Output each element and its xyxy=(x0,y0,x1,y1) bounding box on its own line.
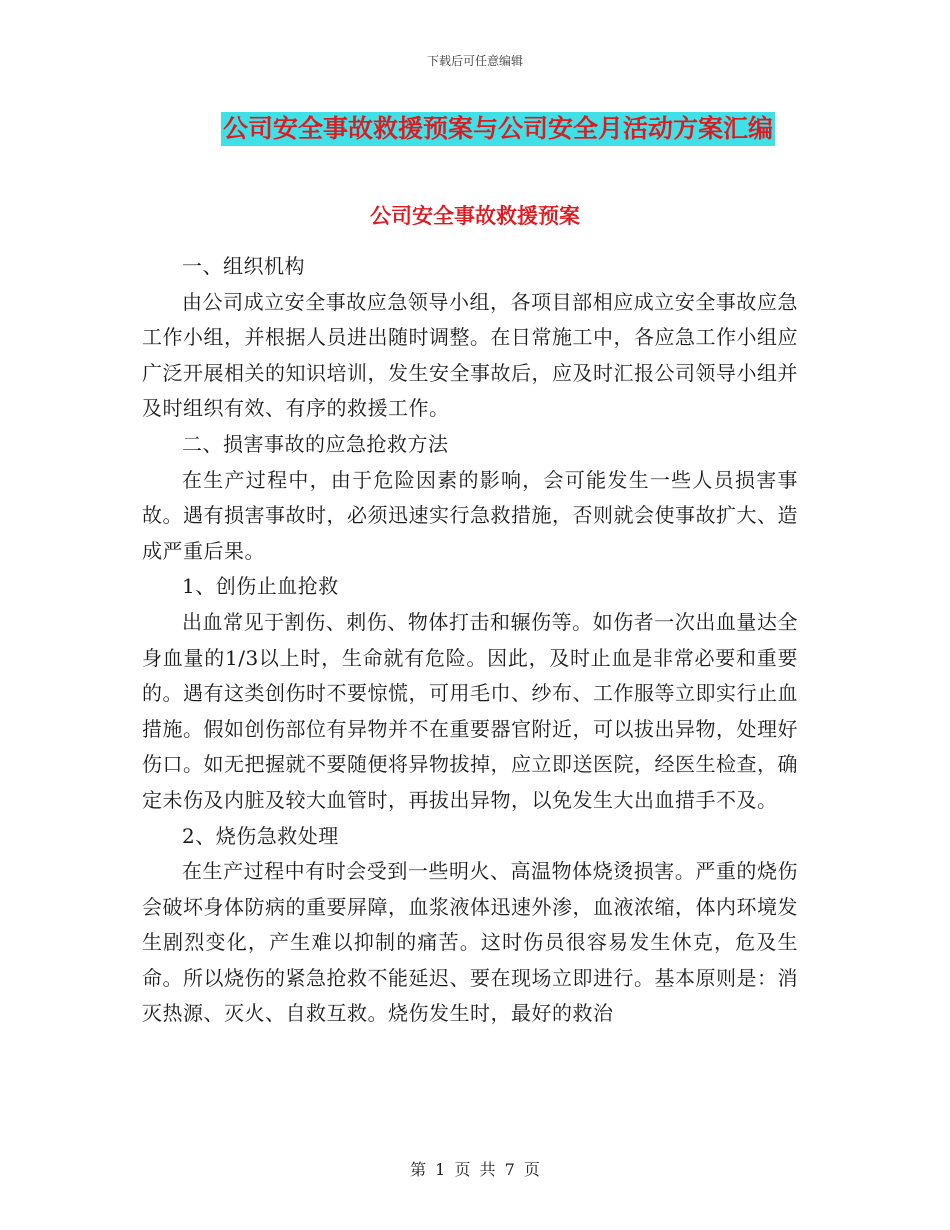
section-title: 公司安全事故救援预案 xyxy=(370,203,580,228)
header-note: 下载后可任意编辑 xyxy=(426,54,523,68)
main-title: 公司安全事故救援预案与公司安全月活动方案汇编 xyxy=(221,112,775,146)
heading-trauma-bleeding: 1、创伤止血抢救 xyxy=(182,574,339,599)
paragraph-emergency-methods: 在生产过程中，由于危险因素的影响，会可能发生一些人员损害事故。遇有损害事故时，必须迅速实行急救措施，否则就会使事故扩大、造成严重后果。 xyxy=(142,467,798,563)
heading-emergency-methods: 二、损害事故的应急抢救方法 xyxy=(182,431,449,456)
heading-burn-treatment: 2、烧伤急救处理 xyxy=(182,823,339,848)
paragraph-organization: 由公司成立安全事故应急领导小组，各项目部相应成立安全事故应急工作小组，并根据人员进出随时调整。在日常施工中，各应急工作小组应广泛开展相关的知识培训，发生安全事故后，应及时汇报公司领导小组并及时组织有效、有序的救援工作。 xyxy=(142,289,798,421)
main-title-container xyxy=(0,112,950,146)
paragraph-burn-treatment: 在生产过程中有时会受到一些明火、高温物体烧烫损害。严重的烧伤会破坏身体防病的重要屏障，血浆液体迅速外渗，血液浓缩，体内环境发生剧烈变化，产生难以抑制的痛苦。这时伤员很容易发生休克，危及生命。所以烧伤的紧急抢救不能延迟、要在现场立即进行。基本原则是：消灭热源、灭火、自救互救。烧伤发生时，最好的救治 xyxy=(142,859,798,1026)
document-body xyxy=(142,249,798,1032)
heading-organization: 一、组织机构 xyxy=(182,254,305,278)
page-number-footer: 第 1 页 共 7 页 xyxy=(410,1160,540,1179)
paragraph-trauma-bleeding: 出血常见于割伤、刺伤、物体打击和辗伤等。如伤者一次出血量达全身血量的1/3以上时，生命就有危险。因此，及时止血是非常必要和重要的。遇有这类创伤时不要惊慌，可用毛巾、纱布、工作服等立即实行止血措施。假如创伤部位有异物并不在重要器官附近，可以拔出异物，处理好伤口。如无把握就不要随便将异物拔掉，应立即送医院，经医生检查，确定未伤及内脏及较大血管时，再拔出异物，以免发生大出血措手不及。 xyxy=(142,609,798,812)
